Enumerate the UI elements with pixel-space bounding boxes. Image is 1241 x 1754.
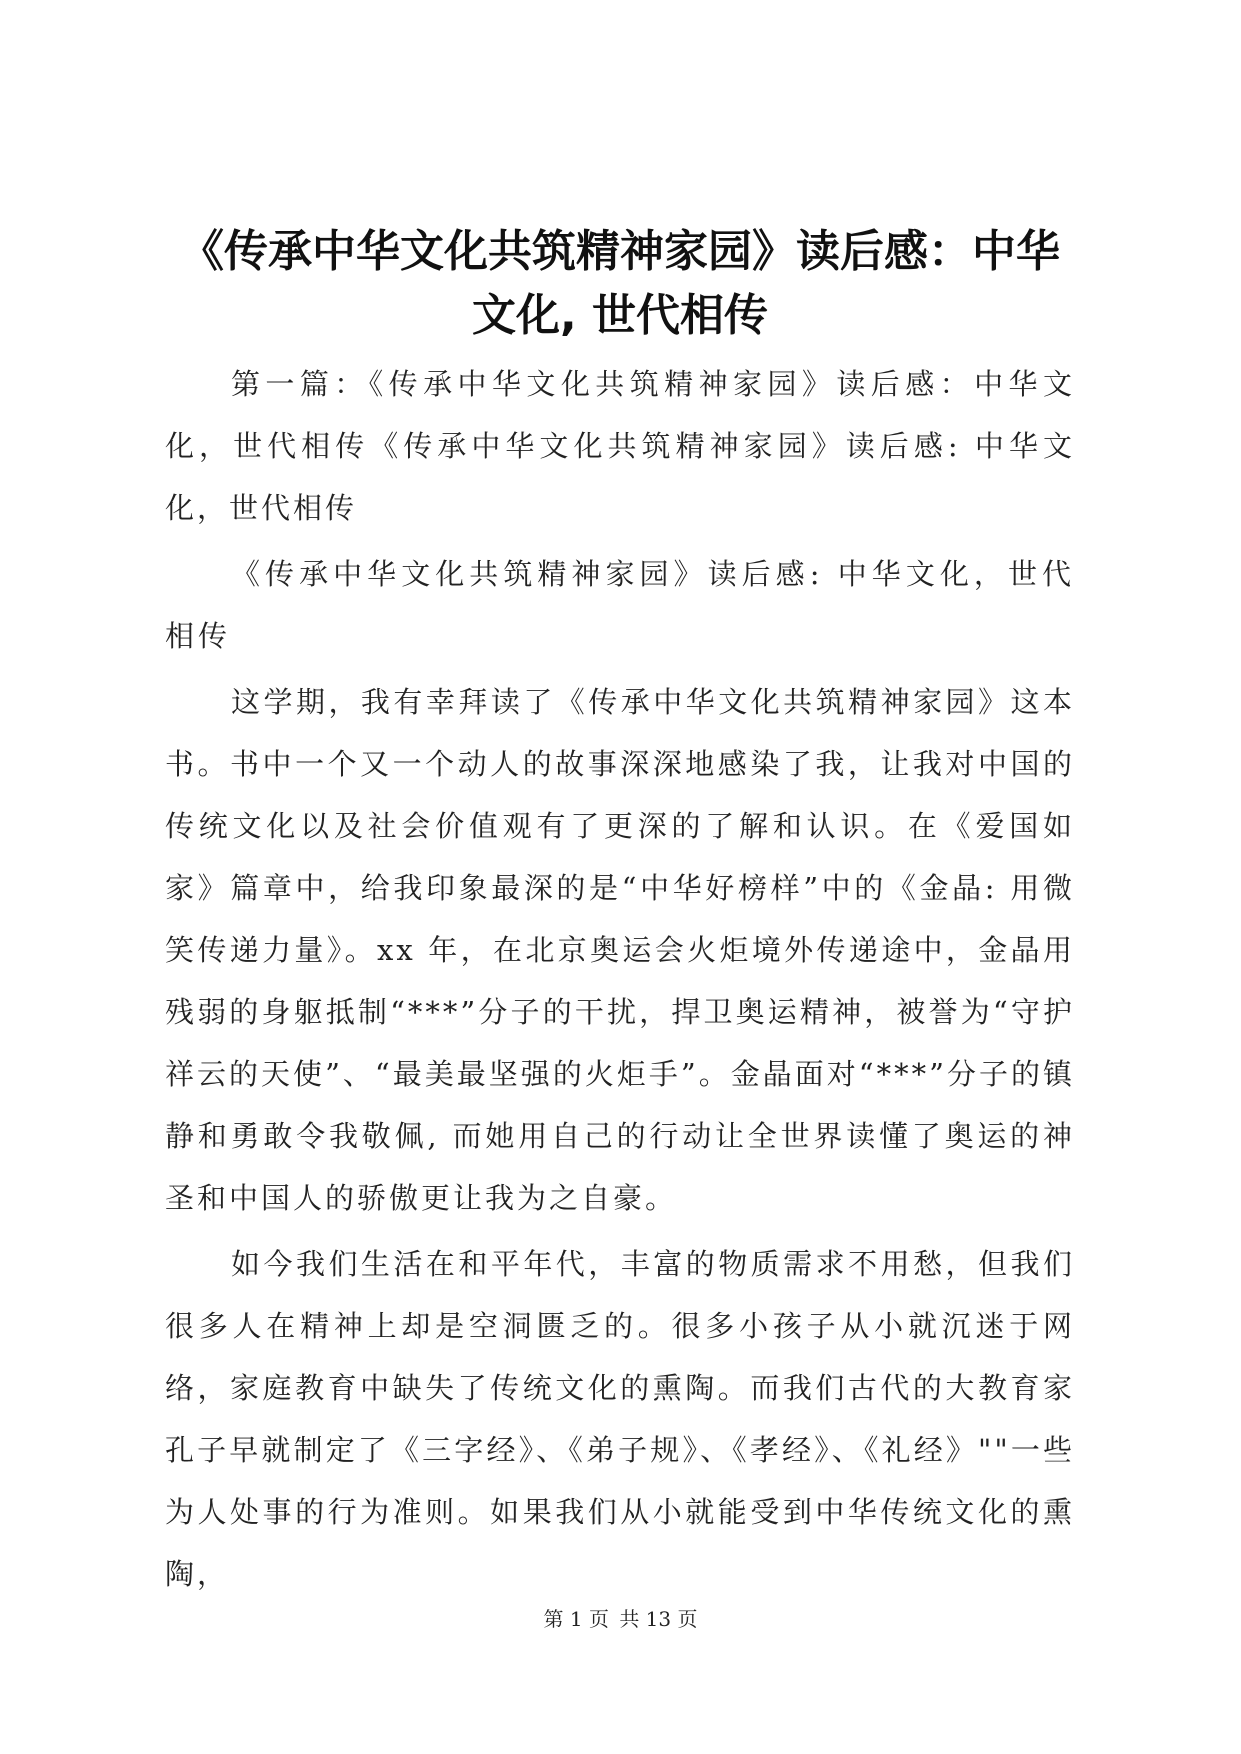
document-body bbox=[165, 353, 1075, 1609]
paragraph-4: 如今我们生活在和平年代，丰富的物质需求不用愁，但我们很多人在精神上却是空洞匮乏的。很多小孩子从小就沉迷于网络，家庭教育中缺失了传统文化的熏陶。而我们古代的大教育家孔子早就制定了《三字经》、《弟子规》、《孝经》、《礼经》""一些为人处事的行为准则。如果我们从小就能受到中华传统文化的熏陶， bbox=[165, 1247, 1075, 1591]
page-number: 第 1 页 bbox=[543, 1607, 609, 1631]
document-title bbox=[150, 220, 1090, 348]
title-line-2: 文化, 世代相传 bbox=[471, 290, 769, 341]
page-footer bbox=[0, 1604, 1241, 1634]
paragraph-2: 《传承中华文化共筑精神家园》读后感: 中华文化，世代相传 bbox=[165, 557, 1075, 653]
title-line-1: 《传承中华文化共筑精神家园》读后感：中华 bbox=[180, 226, 1060, 277]
paragraph-1: 第一篇：《传承中华文化共筑精神家园》读后感：中华文化，世代相传《传承中华文化共筑精神家园》读后感: 中华文化，世代相传 bbox=[165, 367, 1075, 525]
page-total: 共 13 页 bbox=[619, 1607, 698, 1631]
paragraph-3: 这学期，我有幸拜读了《传承中华文化共筑精神家园》这本书。书中一个又一个动人的故事深深地感染了我，让我对中国的传统文化以及社会价值观有了更深的了解和认识。在《爱国如家》篇章中，给我印象最深的是“中华好榜样”中的《金晶: 用微笑传递力量》。xx 年，在北京奥运会火炬境外传递途中，金晶用残弱的身躯抵制“***”分子的干扰，捍卫奥运精神，被誉为“守护祥云的天使”、“最美最坚强的火炬手”。金晶面对“***”分子的镇静和勇敢令我敬佩, 而她用自己的行动让全世界读懂了奥运的神圣和中国人的骄傲更让我为之自豪。 bbox=[165, 685, 1075, 1215]
